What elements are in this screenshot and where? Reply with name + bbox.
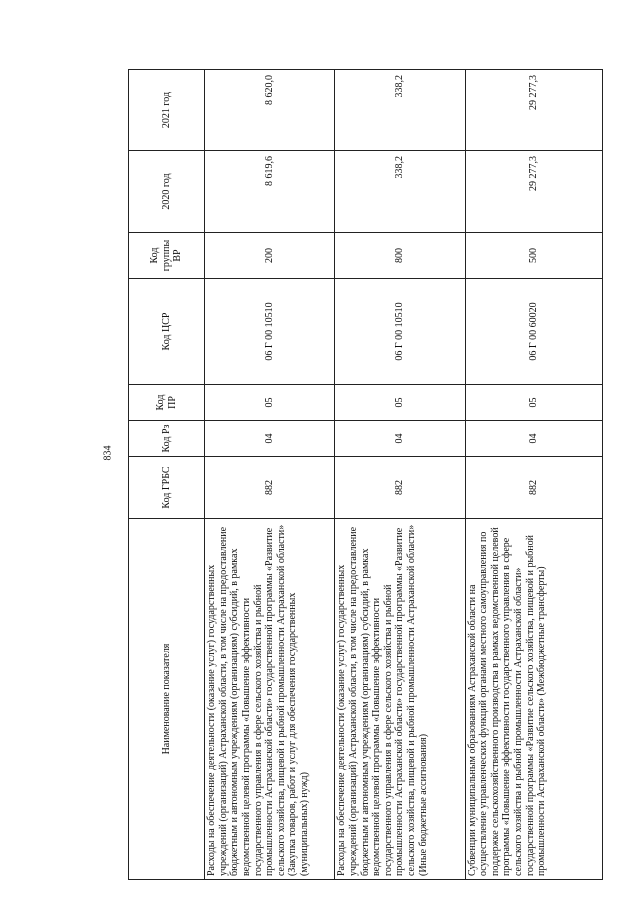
header-grbs: Код ГРБС: [129, 457, 205, 519]
header-pr: Код ПР: [129, 385, 205, 421]
cell-2021: 8 620,0: [205, 70, 335, 151]
budget-table: [128, 69, 603, 880]
table-row: [205, 70, 335, 880]
cell-2020: 29 277,3: [465, 151, 602, 233]
cell-rz: 04: [205, 421, 335, 457]
cell-name: Расходы на обеспечение деятельности (оказание услуг) государственных учреждений (организаций) Астраханской области, в том числе на предоставление бюджетным и автономным учреждениям (организациям) субсидий, в рамках ведомственной целевой программы «Повышение эффективности государственного управления в сфере сельского хозяйства и рыбной промышленности Астраханской области» государственной программы «Развитие сельского хозяйства, пищевой и рыбной промышленности Астраханской области» (Закупка товаров, работ и услуг для обеспечения государственных (муниципальных) нужд): [205, 519, 335, 880]
table-header-row: [129, 70, 205, 880]
cell-grbs: 882: [205, 457, 335, 519]
cell-csr: 06 Г 00 10510: [205, 279, 335, 385]
header-2021: 2021 год: [129, 70, 205, 151]
cell-grbs: 882: [335, 457, 465, 519]
header-csr: Код ЦСР: [129, 279, 205, 385]
header-rz: Код Рз: [129, 421, 205, 457]
cell-vr: 500: [465, 233, 602, 279]
header-2020: 2020 год: [129, 151, 205, 233]
table-row: [465, 70, 602, 880]
cell-rz: 04: [335, 421, 465, 457]
cell-2021: 338,2: [335, 70, 465, 151]
budget-table-wrapper: [128, 70, 603, 880]
cell-vr: 800: [335, 233, 465, 279]
cell-2020: 338,2: [335, 151, 465, 233]
cell-2021: 29 277,3: [465, 70, 602, 151]
page-number: 834: [102, 445, 114, 461]
cell-pr: 05: [205, 385, 335, 421]
cell-rz: 04: [465, 421, 602, 457]
cell-name: Расходы на обеспечение деятельности (оказание услуг) государственных учреждений (организаций) Астраханской области, в том числе на предоставление бюджетным и автономным учреждениям (организациям) субсидий, в рамках ведомственной целевой программы «Повышение эффективности государственного управления в сфере сельского хозяйства и рыбной промышленности Астраханской области» государственной программы «Развитие сельского хозяйства, пищевой и рыбной промышленности Астраханской области» (Иные бюджетные ассигнования): [335, 519, 465, 880]
header-name: Наименование показателя: [129, 519, 205, 880]
cell-pr: 05: [465, 385, 602, 421]
cell-name: Субвенции муниципальным образованиям Астраханской области на осуществление управленческих функций органами местного самоуправления по поддержке сельскохозяйственного производства в рамках ведомственной целевой программы «Повышение эффективности государственного управления в сфере сельского хозяйства и рыбной промышленности Астраханской области» государственной программы «Развитие сельского хозяйства, пищевой и рыбной промышленности Астраханской области» (Межбюджетные трансферты): [465, 519, 602, 880]
cell-grbs: 882: [465, 457, 602, 519]
cell-vr: 200: [205, 233, 335, 279]
cell-csr: 06 Г 00 60020: [465, 279, 602, 385]
cell-csr: 06 Г 00 10510: [335, 279, 465, 385]
table-row: [335, 70, 465, 880]
cell-pr: 05: [335, 385, 465, 421]
cell-2020: 8 619,6: [205, 151, 335, 233]
header-vr: Код группы ВР: [129, 233, 205, 279]
